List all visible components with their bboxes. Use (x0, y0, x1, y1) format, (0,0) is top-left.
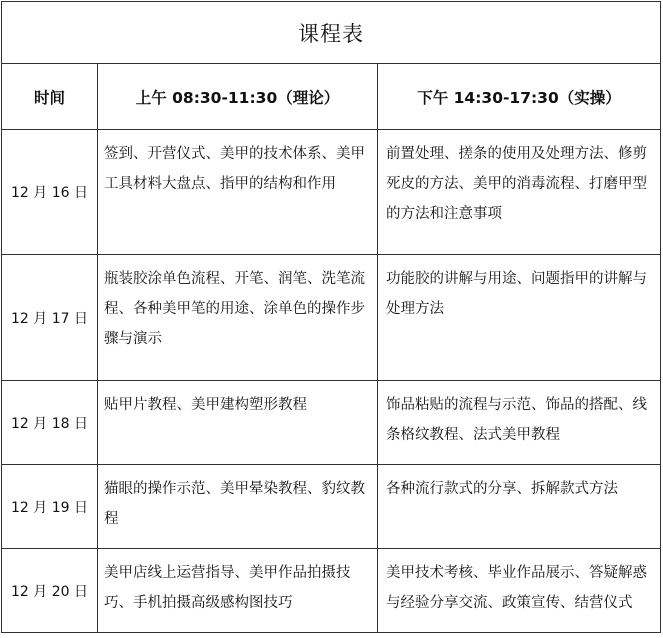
morning-cell: 签到、开营仪式、美甲的技术体系、美甲工具材料大盘点、指甲的结构和作用 (98, 130, 378, 255)
morning-cell: 瓶装胶涂单色流程、开笔、润笔、洗笔流程、各种美甲笔的用途、涂单色的操作步骤与演示 (98, 255, 378, 381)
header-time: 时间 (2, 64, 98, 130)
header-row (2, 64, 661, 130)
morning-cell: 贴甲片教程、美甲建构塑形教程 (98, 381, 378, 465)
title-row (2, 2, 661, 64)
table-row (2, 255, 661, 381)
afternoon-cell: 前置处理、搓条的使用及处理方法、修剪死皮的方法、美甲的消毒流程、打磨甲型的方法和注意事项 (378, 130, 661, 255)
afternoon-cell: 功能胶的讲解与用途、问题指甲的讲解与处理方法 (378, 255, 661, 381)
date-cell: 12 月 18 日 (2, 381, 98, 465)
table-title: 课程表 (2, 2, 661, 64)
afternoon-cell: 各种流行款式的分享、拆解款式方法 (378, 465, 661, 549)
morning-cell: 美甲店线上运营指导、美甲作品拍摄技巧、手机拍摄高级感构图技巧 (98, 549, 378, 633)
date-cell: 12 月 16 日 (2, 130, 98, 255)
header-morning: 上午 08:30-11:30（理论） (98, 64, 378, 130)
afternoon-cell: 饰品粘贴的流程与示范、饰品的搭配、线条格纹教程、法式美甲教程 (378, 381, 661, 465)
date-cell: 12 月 20 日 (2, 549, 98, 633)
table-row (2, 465, 661, 549)
header-afternoon: 下午 14:30-17:30（实操） (378, 64, 661, 130)
table-row (2, 130, 661, 255)
date-cell: 12 月 19 日 (2, 465, 98, 549)
afternoon-cell: 美甲技术考核、毕业作品展示、答疑解惑与经验分享交流、政策宣传、结营仪式 (378, 549, 661, 633)
table-row (2, 381, 661, 465)
table-row (2, 549, 661, 633)
schedule-table (1, 1, 661, 633)
morning-cell: 猫眼的操作示范、美甲晕染教程、豹纹教程 (98, 465, 378, 549)
date-cell: 12 月 17 日 (2, 255, 98, 381)
